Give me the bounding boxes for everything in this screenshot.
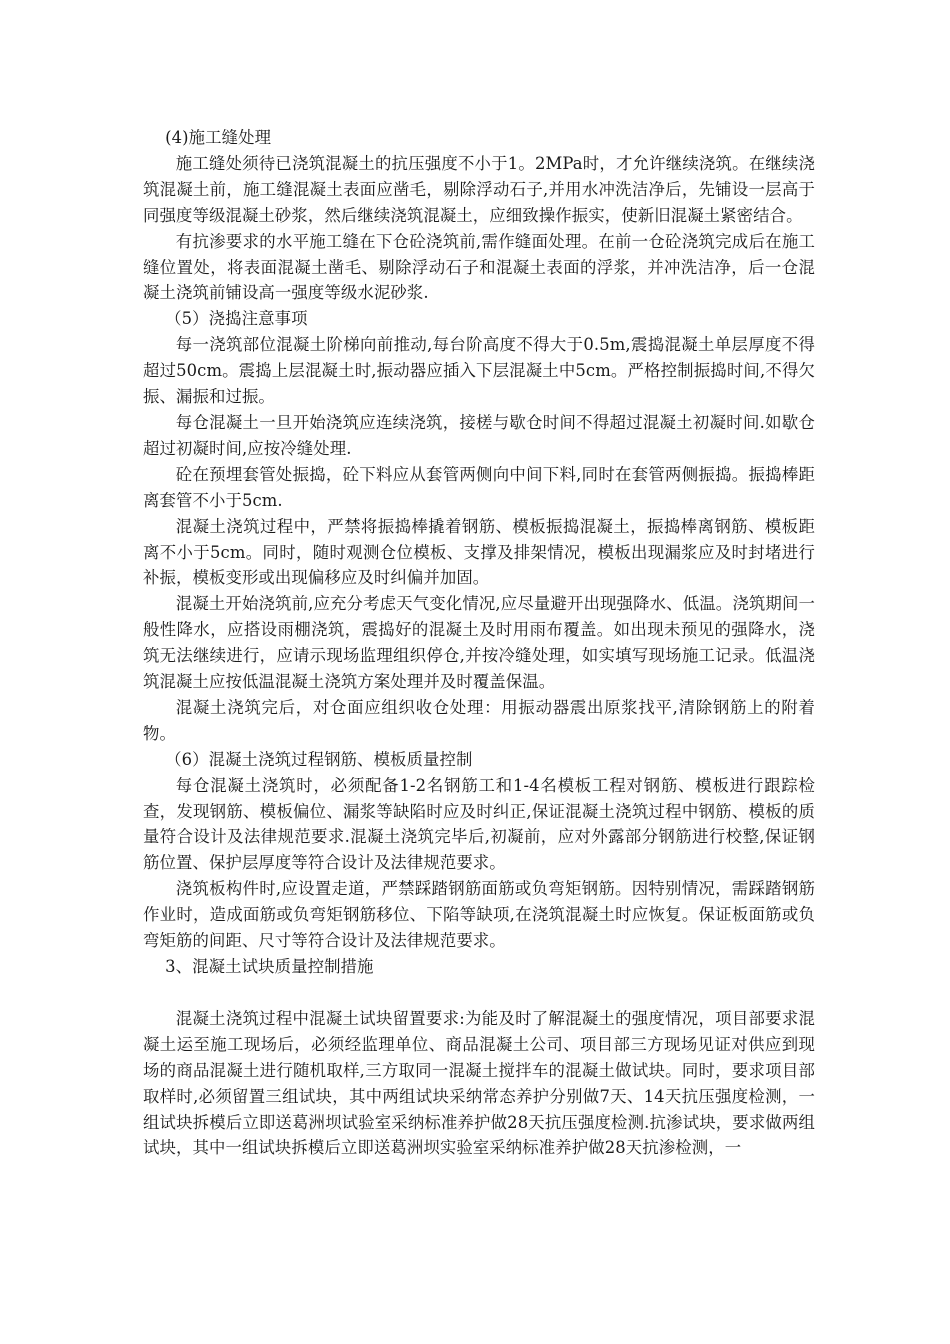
section-heading-test-block-quality: 3、混凝土试块质量控制措施 xyxy=(165,957,374,976)
paragraph: 每仓混凝土浇筑时，必须配备1-2名钢筋工和1-4名模板工程对钢筋、模板进行跟踪检查，发现钢筋、模板偏位、漏浆等缺陷时应及时纠正,保证混凝土浇筑过程中钢筋、模板的质量符合设计及法律规范要求.混凝土浇筑完毕后,初凝前，应对外露部分钢筋进行校整,保证钢筋位置、保护层厚度等符合设计及法律规范要求。 xyxy=(143,775,815,873)
paragraph: 混凝土浇筑过程中，严禁将振捣棒撬着钢筋、模板振捣混凝土，振捣棒离钢筋、模板距离不小于5cm。同时，随时观测仓位模板、支撑及排架情况，模板出现漏浆应及时封堵进行补振，模板变形或出现偏移应及时纠偏并加固。 xyxy=(143,516,815,588)
paragraph: 浇筑板构件时,应设置走道，严禁踩踏钢筋面筋或负弯矩钢筋。因特别情况，需踩踏钢筋作业时，造成面筋或负弯矩钢筋移位、下陷等缺项,在浇筑混凝土时应恢复。保证板面筋或负弯矩筋的间距、尺寸等符合设计及法律规范要求。 xyxy=(143,879,815,951)
document-body xyxy=(143,125,815,1161)
paragraph: 混凝土浇筑完后，对仓面应组织收仓处理：用振动器震出原浆找平,清除钢筋上的附着物。 xyxy=(143,697,815,743)
paragraph: 每仓混凝土一旦开始浇筑应连续浇筑，接槎与歇仓时间不得超过混凝土初凝时间.如歇仓超过初凝时间,应按冷缝处理. xyxy=(143,412,815,458)
paragraph: 有抗渗要求的水平施工缝在下仓砼浇筑前,需作缝面处理。在前一仓砼浇筑完成后在施工缝位置处，将表面混凝土凿毛、剔除浮动石子和混凝土表面的浮浆，并冲洗洁净，后一仓混凝土浇筑前铺设高一强度等级水泥砂浆. xyxy=(143,231,815,303)
paragraph: 每一浇筑部位混凝土阶梯向前推动,每台阶高度不得大于0.5m,震捣混凝土单层厚度不得超过50cm。震捣上层混凝土时,振动器应插入下层混凝土中5cm。严格控制振捣时间,不得欠振、漏振和过振。 xyxy=(143,335,815,407)
paragraph: 混凝土开始浇筑前,应充分考虑天气变化情况,应尽量避开出现强降水、低温。浇筑期间一般性降水，应搭设雨棚浇筑，震捣好的混凝土及时用雨布覆盖。如出现未预见的强降水，浇筑无法继续进行，应请示现场监理组织停仓,并按冷缝处理，如实填写现场施工记录。低温浇筑混凝土应按低温混凝土浇筑方案处理并及时覆盖保温。 xyxy=(143,594,815,692)
section-heading-vibration-notes: （5）浇捣注意事项 xyxy=(165,309,308,329)
paragraph: 施工缝处须待已浇筑混凝土的抗压强度不小于1。2MPa时，才允许继续浇筑。在继续浇筑混凝土前，施工缝混凝土表面应凿毛，剔除浮动石子,并用水冲洗洁净后，先铺设一层高于同强度等级混凝土砂浆，然后继续浇筑混凝土，应细致操作振实，使新旧混凝土紧密结合。 xyxy=(143,153,815,225)
section-heading-rebar-formwork-control: （6）混凝土浇筑过程钢筋、模板质量控制 xyxy=(165,749,473,769)
paragraph: 砼在预埋套管处振捣，砼下料应从套管两侧向中间下料,同时在套管两侧振捣。振捣棒距离套管不小于5cm. xyxy=(143,464,815,510)
paragraph: 混凝土浇筑过程中混凝土试块留置要求:为能及时了解混凝土的强度情况，项目部要求混凝土运至施工现场后，必须经监理单位、商品混凝土公司、项目部三方现场见证对供应到现场的商品混凝土进行随机取样,三方取同一混凝土搅拌车的混凝土做试块。同时，要求项目部取样时,必须留置三组试块，其中两组试块采纳常态养护分别做7天、14天抗压强度检测，一组试块拆模后立即送葛洲坝试验室采纳标准养护做28天抗压强度检测.抗渗试块，要求做两组试块，其中一组试块拆模后立即送葛洲坝实验室采纳标准养护做28天抗渗检测，一 xyxy=(143,1008,815,1158)
section-heading-construction-joint: (4)施工缝处理 xyxy=(165,128,272,147)
